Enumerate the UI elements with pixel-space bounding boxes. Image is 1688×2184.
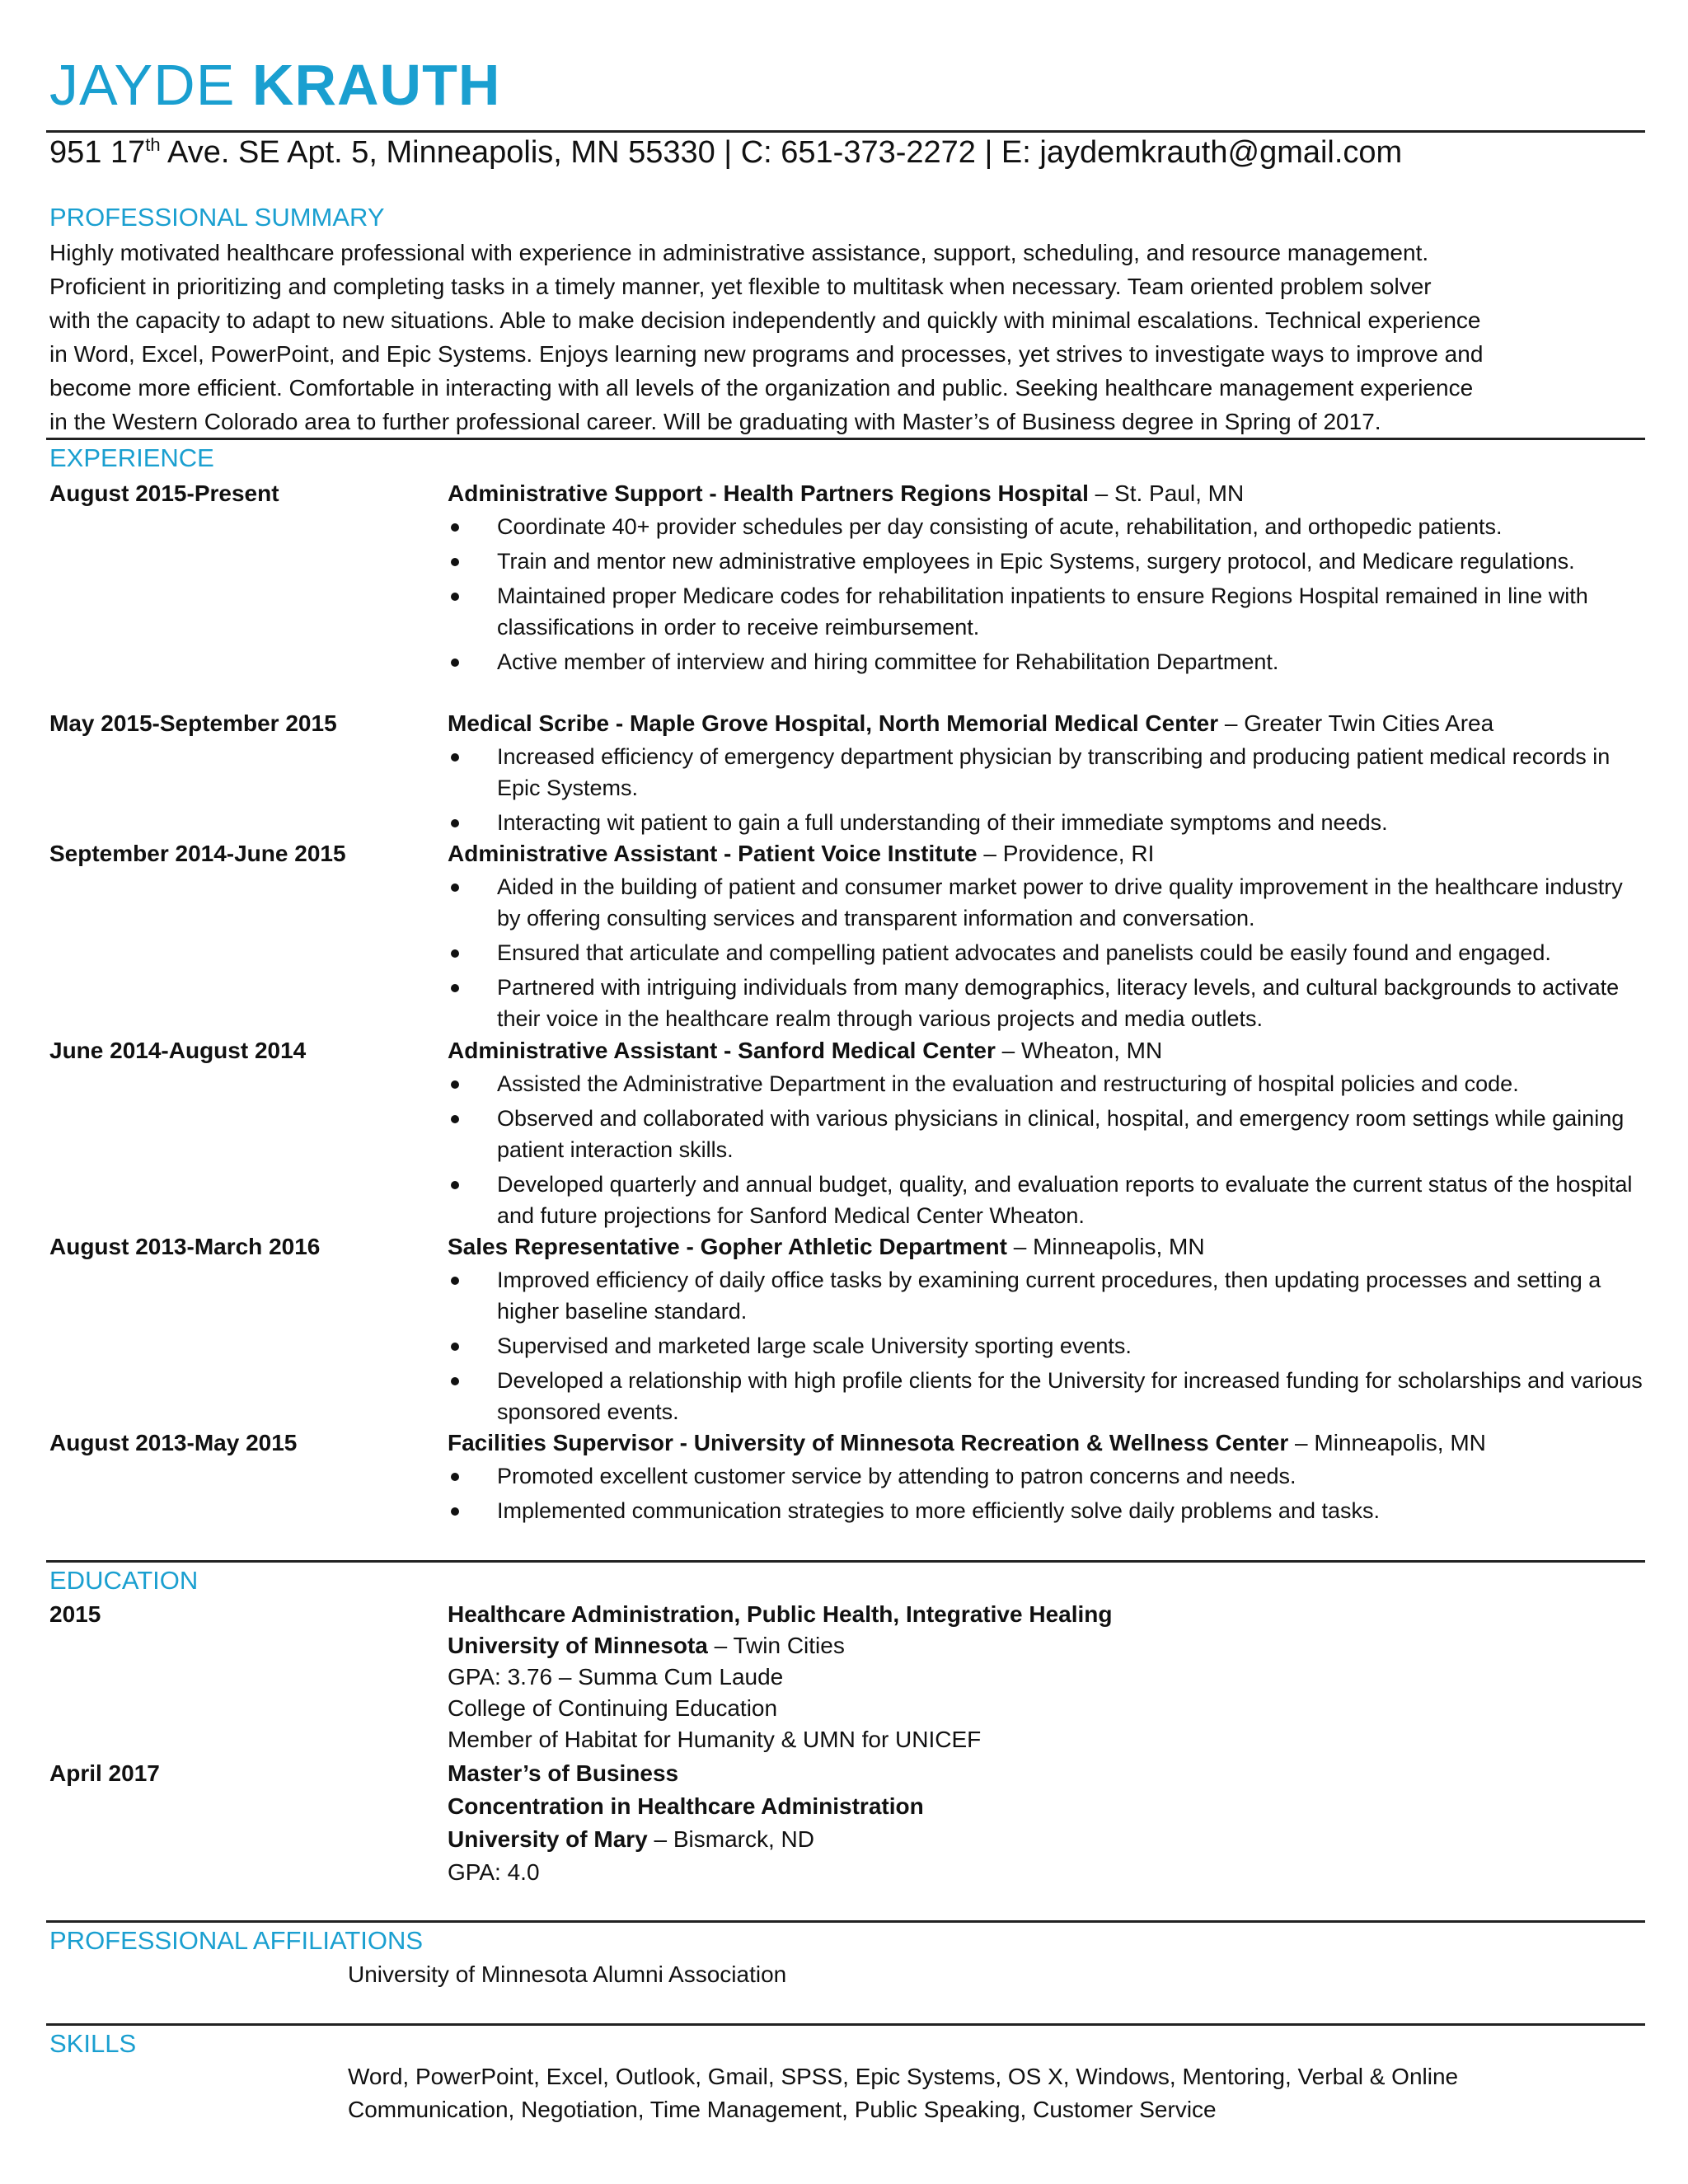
education-school-line — [448, 1828, 814, 1851]
education-date: April 2017 — [49, 1760, 160, 1786]
bullet-text: Maintained proper Medicare codes for rehabilitation inpatients to ensure Regions Hospital remained in line with classifications in order to receive reimbursement. — [497, 583, 1588, 640]
summary-line: Proficient in prioritizing and completing tasks in a timely manner, yet flexible to multitask when necessary. Team oriented problem solver — [49, 274, 1432, 299]
experience-divider — [46, 1560, 1645, 1563]
list-item — [448, 1169, 1643, 1231]
education-school-location: – Twin Cities — [707, 1633, 845, 1658]
list-item — [448, 972, 1643, 1034]
list-item — [448, 1495, 1643, 1526]
job-heading — [448, 482, 1244, 505]
summary-title: PROFESSIONAL SUMMARY — [49, 203, 385, 232]
bullet-icon — [451, 753, 459, 762]
bullet-text: Promoted excellent customer service by attending to patron concerns and needs. — [497, 1464, 1296, 1488]
education-detail: Member of Habitat for Humanity & UMN for UNICEF — [448, 1727, 982, 1752]
education-school: University of Minnesota — [448, 1633, 708, 1658]
job-heading — [448, 712, 1493, 735]
bullet-text: Aided in the building of patient and consumer market power to drive quality improvement in the healthcare industry by offering consulting services and transparent information and conversation. — [497, 874, 1623, 930]
bullet-text: Train and mentor new administrative employees in Epic Systems, surgery protocol, and Medicare regulations. — [497, 549, 1575, 574]
bullet-text: Active member of interview and hiring committee for Rehabilitation Department. — [497, 649, 1279, 674]
job-role: Sales Representative - Gopher Athletic Department — [448, 1234, 1007, 1259]
bullet-text: Assisted the Administrative Department in the evaluation and restructuring of hospital policies and code. — [497, 1071, 1519, 1096]
summary-line: in Word, Excel, PowerPoint, and Epic Systems. Enjoys learning new programs and processes, yet strives to investigate ways to improve and — [49, 341, 1484, 367]
first-name: JAYDE — [49, 53, 236, 117]
bullet-icon — [451, 819, 459, 827]
education-school-line — [448, 1634, 845, 1657]
experience-title: EXPERIENCE — [49, 443, 214, 472]
education-detail: GPA: 4.0 — [448, 1859, 540, 1885]
job-heading — [448, 1039, 1162, 1062]
affiliation-item: University of Minnesota Alumni Association — [348, 1961, 787, 1987]
job-role: Administrative Support - Health Partners Regions Hospital — [448, 480, 1089, 506]
job-date: August 2015-Present — [49, 480, 279, 506]
list-item — [448, 646, 1643, 677]
bullet-text: Developed a relationship with high profile clients for the University for increased funding for scholarships and various sponsored events. — [497, 1368, 1643, 1424]
bullet-icon — [451, 523, 459, 532]
job-location: – St. Paul, MN — [1088, 480, 1245, 506]
bullet-icon — [451, 1473, 459, 1481]
address-and-contact: Ave. SE Apt. 5, Minneapolis, MN 55330 | C: 651-373-2272 | E: jaydemkrauth@gmail.com — [160, 135, 1403, 170]
list-item — [448, 580, 1643, 643]
header-divider — [46, 130, 1645, 133]
education-date: 2015 — [49, 1601, 101, 1627]
education-school: University of Mary — [448, 1826, 648, 1852]
education-title: EDUCATION — [49, 1566, 199, 1595]
skills-line: Word, PowerPoint, Excel, Outlook, Gmail, SPSS, Epic Systems, OS X, Windows, Mentoring, Verbal & Online — [348, 2064, 1459, 2089]
job-date: August 2013-March 2016 — [49, 1234, 321, 1259]
job-date: August 2013-May 2015 — [49, 1430, 298, 1455]
job-bullets — [448, 1460, 1643, 1530]
list-item — [448, 807, 1643, 838]
education-degree: Healthcare Administration, Public Health, Integrative Healing — [448, 1601, 1113, 1627]
job-bullets — [448, 1068, 1643, 1235]
job-bullets — [448, 741, 1643, 841]
summary-line: with the capacity to adapt to new situations. Able to make decision independently and quickly with minimal escalations. Technical experience — [49, 307, 1481, 333]
bullet-icon — [451, 658, 459, 667]
summary-line: Highly motivated healthcare professional with experience in administrative assistance, support, scheduling, and resource management. — [49, 240, 1429, 265]
list-item — [448, 1365, 1643, 1427]
job-location: – Wheaton, MN — [995, 1038, 1163, 1063]
summary-body — [49, 236, 1648, 438]
skills-title: SKILLS — [49, 2029, 137, 2058]
job-heading — [448, 842, 1154, 865]
list-item — [448, 1264, 1643, 1327]
education-concentration: Concentration in Healthcare Administration — [448, 1793, 924, 1819]
list-item — [448, 871, 1643, 934]
list-item — [448, 1068, 1643, 1099]
bullet-text: Interacting wit patient to gain a full understanding of their immediate symptoms and needs. — [497, 810, 1388, 835]
bullet-text: Developed quarterly and annual budget, quality, and evaluation reports to evaluate the current status of the hospital and future projections for Sanford Medical Center Wheaton. — [497, 1172, 1633, 1228]
bullet-icon — [451, 1181, 459, 1189]
bullet-text: Ensured that articulate and compelling patient advocates and panelists could be easily found and engaged. — [497, 940, 1551, 965]
education-degree: Master’s of Business — [448, 1760, 679, 1786]
bullet-icon — [451, 1507, 459, 1516]
summary-line: in the Western Colorado area to further professional career. Will be graduating with Master’s of Business degree in Spring of 2017. — [49, 409, 1381, 434]
bullet-text: Improved efficiency of daily office tasks by examining current procedures, then updating processes and setting a higher baseline standard. — [497, 1268, 1601, 1324]
last-name: KRAUTH — [251, 53, 501, 117]
education-divider — [46, 1920, 1645, 1923]
bullet-icon — [451, 949, 459, 958]
bullet-text: Coordinate 40+ provider schedules per day consisting of acute, rehabilitation, and orthopedic patients. — [497, 514, 1503, 539]
affiliations-text — [348, 1958, 1634, 1991]
job-heading — [448, 1235, 1205, 1258]
summary-divider — [46, 438, 1645, 440]
education-detail: GPA: 3.76 – Summa Cum Laude — [448, 1664, 784, 1690]
bullet-icon — [451, 1277, 459, 1285]
job-location: – Greater Twin Cities Area — [1218, 710, 1494, 736]
list-item — [448, 1460, 1643, 1492]
job-date: September 2014-June 2015 — [49, 841, 346, 866]
job-role: Facilities Supervisor - University of Minnesota Recreation & Wellness Center — [448, 1430, 1289, 1455]
summary-line: become more efficient. Comfortable in interacting with all levels of the organization and public. Seeking healthcare management experience — [49, 375, 1474, 401]
job-location: – Minneapolis, MN — [1006, 1234, 1205, 1259]
list-item — [448, 1330, 1643, 1361]
job-bullets — [448, 871, 1643, 1038]
education-school-location: – Bismarck, ND — [647, 1826, 814, 1852]
list-item — [448, 741, 1643, 804]
address-number: 951 17 — [49, 135, 146, 170]
bullet-icon — [451, 558, 459, 566]
bullet-text: Supervised and marketed large scale University sporting events. — [497, 1333, 1132, 1358]
contact-line — [49, 134, 1403, 170]
list-item — [448, 1103, 1643, 1165]
bullet-text: Observed and collaborated with various physicians in clinical, hospital, and emergency room settings while gaining patient interaction skills. — [497, 1106, 1625, 1162]
bullet-text: Increased efficiency of emergency department physician by transcribing and producing patient medical records in Epic Systems. — [497, 744, 1611, 800]
bullet-text: Partnered with intriguing individuals from many demographics, literacy levels, and cultural backgrounds to activate their voice in the healthcare realm through various projects and media outlets. — [497, 975, 1620, 1031]
bullet-icon — [451, 1080, 459, 1089]
list-item — [448, 937, 1643, 968]
skills-line: Communication, Negotiation, Time Management, Public Speaking, Customer Service — [348, 2097, 1217, 2122]
bullet-icon — [451, 593, 459, 601]
job-role: Administrative Assistant - Sanford Medical Center — [448, 1038, 996, 1063]
bullet-icon — [451, 984, 459, 992]
bullet-icon — [451, 883, 459, 892]
job-role: Medical Scribe - Maple Grove Hospital, North Memorial Medical Center — [448, 710, 1219, 736]
job-role: Administrative Assistant - Patient Voice Institute — [448, 841, 978, 866]
job-heading — [448, 1432, 1486, 1455]
affiliations-title: PROFESSIONAL AFFILIATIONS — [49, 1926, 424, 1955]
list-item — [448, 546, 1643, 577]
skills-text — [348, 2060, 1634, 2126]
job-bullets — [448, 1264, 1643, 1431]
candidate-name — [49, 53, 501, 117]
bullet-text: Implemented communication strategies to more efficiently solve daily problems and tasks. — [497, 1498, 1380, 1523]
list-item — [448, 511, 1643, 542]
bullet-icon — [451, 1115, 459, 1123]
job-location: – Minneapolis, MN — [1288, 1430, 1486, 1455]
job-location: – Providence, RI — [977, 841, 1155, 866]
bullet-icon — [451, 1377, 459, 1385]
job-date: June 2014-August 2014 — [49, 1038, 307, 1063]
affiliations-divider — [46, 2023, 1645, 2026]
job-date: May 2015-September 2015 — [49, 710, 337, 736]
education-detail: College of Continuing Education — [448, 1695, 778, 1721]
bullet-icon — [451, 1343, 459, 1351]
address-ordinal: th — [145, 134, 161, 155]
job-bullets — [448, 511, 1643, 681]
